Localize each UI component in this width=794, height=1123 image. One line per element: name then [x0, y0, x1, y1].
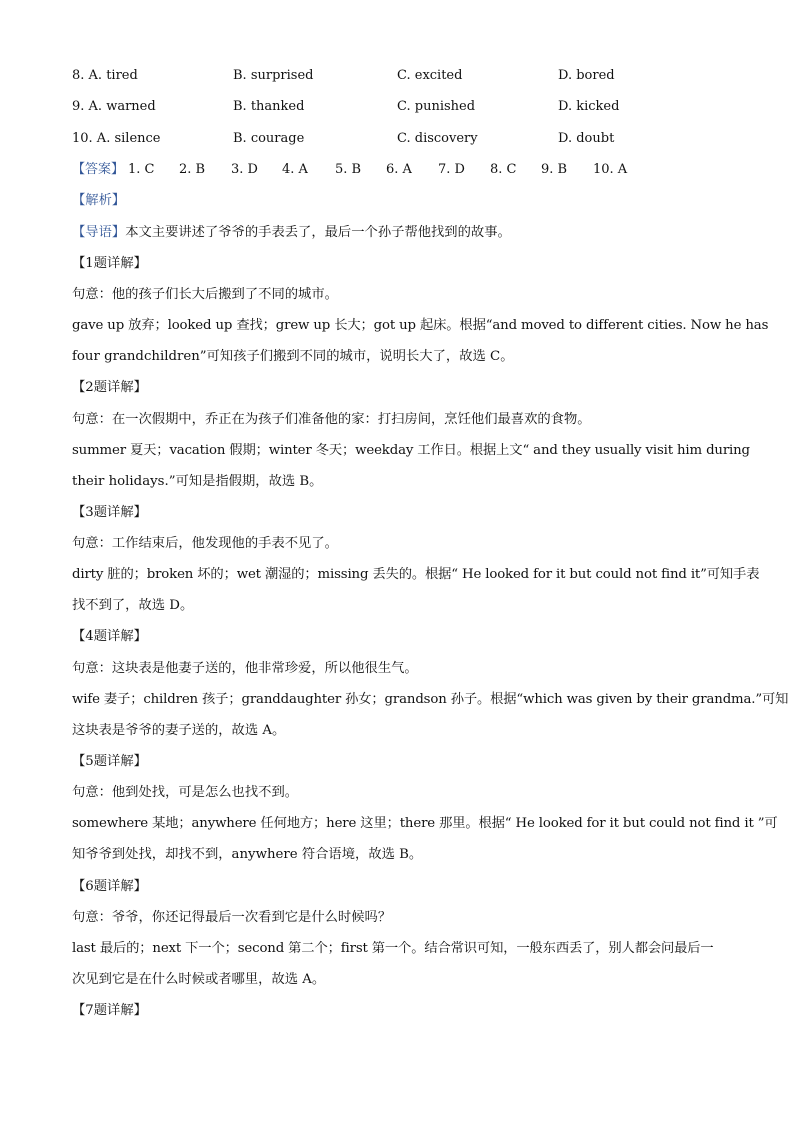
answer-item: 8. C	[490, 162, 517, 177]
answer-item: 2. B	[179, 162, 206, 177]
answer-item: 4. A	[282, 162, 308, 177]
intro-text: 本文主要讲述了爷爷的手表丢了，最后一个孙子帮他找到的故事。	[125, 225, 511, 240]
section-heading: 【7题详解】	[72, 1003, 147, 1018]
section-line: 句意：在一次假期中，乔正在为孩子们准备他的家：打扫房间，烹饪他们最喜欢的食物。	[72, 412, 591, 427]
section-line: dirty 脏的；broken 坏的；wet 潮湿的；missing 丢失的。根据“ He looked for it but could not find it”可知手表	[72, 567, 760, 582]
section-heading: 【4题详解】	[72, 629, 147, 644]
section-line: 句意：这块表是他妻子送的，他非常珍爱，所以他很生气。	[72, 661, 418, 676]
analysis-label: 【解析】	[72, 193, 126, 208]
answer-item: 5. B	[335, 162, 362, 177]
intro-label: 【导语】	[72, 225, 126, 240]
option-8-a: 8. A. tired	[72, 68, 138, 83]
option-9-d: D. kicked	[558, 99, 620, 114]
section-line: 次见到它是在什么时候或者哪里，故选 A。	[72, 972, 326, 987]
section-line: 句意：爷爷，你还记得最后一次看到它是什么时候吗？	[72, 910, 392, 925]
section-heading: 【3题详解】	[72, 505, 147, 520]
section-heading: 【1题详解】	[72, 256, 147, 271]
section-line: 句意：他的孩子们长大后搬到了不同的城市。	[72, 287, 338, 302]
section-line: their holidays.”可知是指假期，故选 B。	[72, 474, 323, 489]
option-8-d: D. bored	[558, 68, 615, 83]
answer-item: 10. A	[593, 162, 628, 177]
section-line: somewhere 某地；anywhere 任何地方；here 这里；there 那里。根据“ He looked for it but could not find it ”可	[72, 816, 778, 831]
answer-item: 6. A	[386, 162, 412, 177]
section-line: 找不到了，故选 D。	[72, 598, 194, 613]
option-9-c: C. punished	[397, 99, 476, 114]
section-line: 句意：他到处找，可是怎么也找不到。	[72, 785, 299, 800]
section-line: last 最后的；next 下一个；second 第二个；first 第一个。结合常识可知，一般东西丢了，别人都会问最后一	[72, 941, 714, 956]
section-line: 知爷爷到处找，却找不到，anywhere 符合语境，故选 B。	[72, 847, 423, 862]
section-line: four grandchildren”可知孩子们搬到不同的城市，说明长大了，故选 C。	[72, 349, 514, 364]
section-heading: 【2题详解】	[72, 380, 147, 395]
answer-item: 7. D	[438, 162, 465, 177]
option-8-b: B. surprised	[233, 68, 314, 83]
option-9-a: 9. A. warned	[72, 99, 156, 114]
option-10-b: B. courage	[233, 131, 305, 146]
option-10-d: D. doubt	[558, 131, 615, 146]
answer-item: 3. D	[231, 162, 258, 177]
section-heading: 【5题详解】	[72, 754, 147, 769]
option-8-c: C. excited	[397, 68, 463, 83]
section-heading: 【6题详解】	[72, 879, 147, 894]
answer-label: 【答案】	[72, 162, 125, 177]
option-9-b: B. thanked	[233, 99, 305, 114]
answer-item: 1. C	[128, 162, 155, 177]
section-line: 这块表是爷爷的妻子送的，故选 A。	[72, 723, 286, 738]
section-line: wife 妻子；children 孩子；granddaughter 孙女；grandson 孙子。根据“which was given by their grandma.”可知	[72, 692, 789, 707]
section-line: 句意：工作结束后，他发现他的手表不见了。	[72, 536, 338, 551]
option-10-c: C. discovery	[397, 131, 478, 146]
section-line: summer 夏天；vacation 假期；winter 冬天；weekday 工作日。根据上文“ and they usually visit him during	[72, 443, 750, 458]
answer-item: 9. B	[541, 162, 568, 177]
intro-paragraph	[72, 224, 732, 242]
option-10-a: 10. A. silence	[72, 131, 161, 146]
section-line: gave up 放弃；looked up 查找；grew up 长大；got up 起床。根据“and moved to different cities. Now he has	[72, 318, 769, 333]
